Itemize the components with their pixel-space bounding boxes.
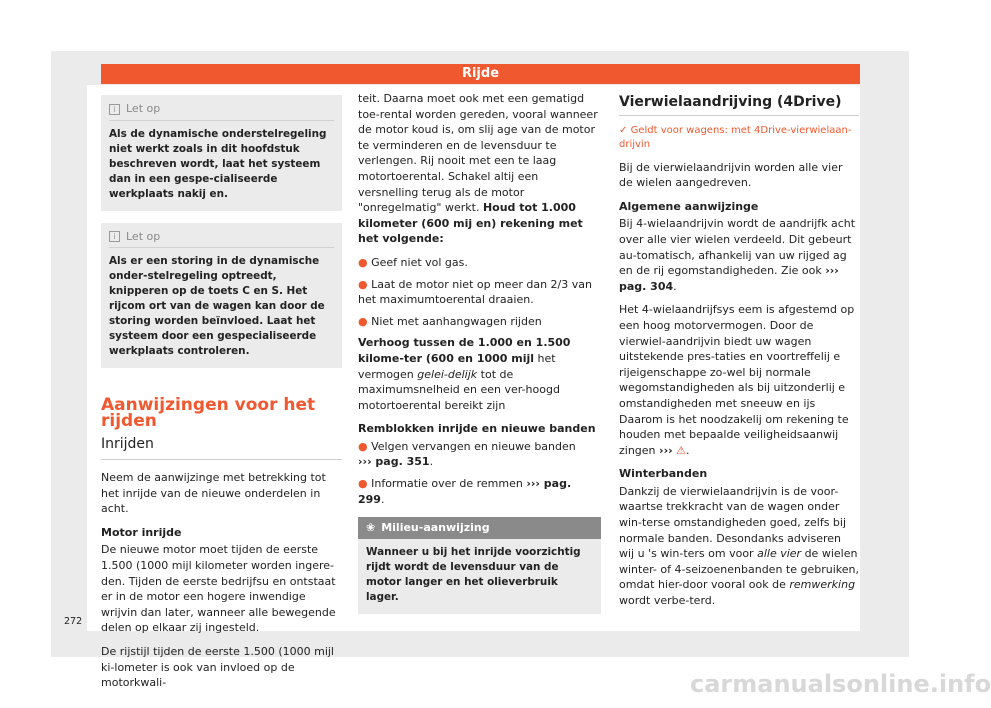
environment-note-box <box>358 517 601 614</box>
paragraph: Neem de aanwijzinge met betrekking tot het inrijde van de nieuwe onderdelen in acht. <box>101 470 326 516</box>
bullet-icon: ● <box>358 255 372 269</box>
subheading: Winterbanden <box>619 467 708 481</box>
note-header <box>109 229 334 249</box>
list-item-text: Velgen vervangen en nieuwe banden <box>371 439 576 453</box>
paragraph-text: het vermogen <box>358 351 556 381</box>
info-icon: i <box>109 104 120 115</box>
list-item-text: Niet met aanhangwagen rijden <box>371 314 542 328</box>
page-reference-link[interactable]: ››› pag. 351 <box>358 455 430 469</box>
applies-to <box>619 124 859 152</box>
paragraph-text: tot de maximumsnelheid en een ver-hoogd motortoerental bereikt zijn <box>358 367 560 412</box>
subheading: Motor inrijde <box>101 525 182 539</box>
subheading: Algemene aanwijzinge <box>619 199 759 213</box>
paragraph-text: Bij 4-wielaandrijvin wordt de aandrijfk acht over alle vier wielen verdeeld. Dit gebeurt au-tomatisch, afhankelij van uw rijged ag en de rij egomstandigheden. Zie ook <box>619 217 856 278</box>
column-3 <box>619 95 859 617</box>
info-icon: i <box>109 231 120 242</box>
note-header <box>109 101 334 121</box>
note-text: Als de dynamische onderstelregeling niet werkt zoals in dit hoofdstuk beschreven wordt, laat het systeem dan in een gespe-cialiseerde werkplaats nakij en. <box>109 127 327 200</box>
note-box-2 <box>101 223 342 369</box>
paragraph: Het 4-wielaandrijfsys eem is afgestemd op een hoog motorvermogen. Door de vierwiel-aandrijvin biedt uw wagen uitstekende pres-taties en voortreffelij e rijeigenschappe zo-wel bij normale wegomstandigheden als bij uitzonderlij e omstandigheden met sneeuw en ijs Daarom is het noodzakelij om rekening te houden met bepaalde veiligheidsaanwij zingen ››› ⚠. <box>619 303 855 457</box>
list-item: ● Velgen vervangen en nieuwe banden ››› pag. 351. <box>358 439 576 469</box>
paragraph <box>358 91 601 247</box>
paragraph: Bij de vierwielaandrijvin worden alle vier de wielen aangedreven. <box>619 160 843 190</box>
list-item-text: Laat de motor niet op meer dan 2/3 van het maximumtoerental draaien. <box>358 277 592 307</box>
note-title: Let op <box>126 102 161 115</box>
paragraph: De nieuwe motor moet tijden de eerste 1.500 (1000 mijl kilometer worden ingere-den. Tijden de eerste bedrijfsu en ontstaat er in de motor een hogere inwendige wrijvin dan later, wanneer alle bewegende delen op elkaar zij ingesteld. <box>101 543 336 635</box>
note-header <box>358 517 601 539</box>
note-text: Als er een storing in de dynamische onder-stelregeling optreedt, knipperen op de toets C en S. Het rijcom ort van de wagen kan door de storing worden beïnvloed. Laat het systeem door een gespecialiseerde werkplaats controleren. <box>109 255 325 358</box>
chapter-title: Aanwijzingen voor het rijden <box>101 395 316 431</box>
bullet-icon: ● <box>358 439 372 453</box>
bullet-icon: ● <box>358 314 372 328</box>
bold-text: Verhoog tussen de 1.000 en 1.500 kilome-ter (600 en 1000 mijl <box>358 336 571 365</box>
paragraph <box>358 335 601 413</box>
watermark: carmanualsonline.info <box>690 670 991 698</box>
leaf-icon: ❀ <box>366 521 376 535</box>
paragraph-text: Het 4-wielaandrijfsys eem is afgestemd op een hoog motorvermogen. Door de vierwiel-aandrijvin biedt uw wagen uitstekende pres-taties en voortreffelij e rijeigenschappe zo-wel bij normale wegomstandigheden als bij uitzonderlij e omstandigheden met sneeuw en ijs Daarom is het noodzakelij om rekening te houden met bepaalde veiligheidsaanwij zingen <box>619 303 855 457</box>
section-title: Inrijden <box>101 437 342 460</box>
bullet-icon: ● <box>358 477 372 491</box>
page-number: 272 <box>64 616 83 627</box>
paragraph-text: wordt verbe-terd. <box>619 594 716 608</box>
italic-text: alle vier <box>757 547 802 561</box>
column-2 <box>358 91 601 624</box>
list-item: ● Informatie over de remmen ››› pag. 299. <box>358 477 572 506</box>
section-title: Vierwielaandrijving (4Drive) <box>619 95 859 116</box>
paragraph: Bij 4-wielaandrijvin wordt de aandrijfk acht over alle vier wielen verdeeld. Dit gebeurt au-tomatisch, afhankelij van uw rijged ag en de rij egomstandigheden. Zie ook ››› pag. 304. <box>619 217 856 293</box>
bullet-icon: ● <box>358 277 372 291</box>
warning-triangle-icon: ⚠ <box>676 443 687 457</box>
note-title: Milieu-aanwijzing <box>381 521 490 535</box>
warning-reference-link[interactable]: ››› <box>659 443 673 457</box>
applies-to-text: Geldt voor wagens: met 4Drive-vierwielaan-drijvin <box>619 124 852 150</box>
paragraph-text: teit. Daarna moet ook met een gematigd toe-rental worden gereden, vooral wanneer de motor koud is, om slij age van de motor te verminderen en de levensduur te verlengen. Rij nooit met een te laag motortoerental. Schakel altij een versnelling terug als de motor "onregelmatig" werkt. <box>358 92 598 215</box>
note-title: Let op <box>126 229 161 243</box>
list-item-text: Informatie over de remmen <box>371 477 523 491</box>
note-text: Wanneer u bij het inrijde voorzichtig rijdt wordt de levensduur van de motor langer en het olieverbruik lager. <box>366 545 581 603</box>
check-icon: ✓ <box>619 124 631 136</box>
column-1 <box>101 95 342 699</box>
paragraph <box>619 484 859 609</box>
italic-text: remwerking <box>789 578 856 592</box>
bold-text: Houd tot 1.000 kilometer (600 mij en) rekening met het volgende: <box>358 201 583 246</box>
paragraph-text: Dankzij de vierwielaandrijvin is de voor-waartse trekkracht van de wagen onder win-terse omstandigheden goed, zelfs bij normale banden. Desondanks adviseren wij u 's win-ters om voor <box>619 484 847 561</box>
paragraph: De rijstijl tijden de eerste 1.500 (1000 mijl ki-lometer is ook van invloed op de motorkwali- <box>101 644 334 690</box>
list-item-text: Geef niet vol gas. <box>371 255 468 269</box>
list-item <box>358 277 601 308</box>
page-reference-link[interactable]: ››› pag. 304 <box>619 264 839 293</box>
section-header: Rijde <box>101 64 860 84</box>
subheading: Remblokken inrijde en nieuwe banden <box>358 422 596 436</box>
paragraph-text: de wielen winter- of 4-seizoenenbanden te gebruiken, omdat hier-door vooral ook de <box>619 547 859 592</box>
list-item <box>358 314 601 330</box>
italic-text: gelei-delijk <box>417 367 478 381</box>
list-item <box>358 255 601 271</box>
note-box-1 <box>101 95 342 211</box>
page-reference-link[interactable]: ››› pag. 299 <box>358 477 572 506</box>
